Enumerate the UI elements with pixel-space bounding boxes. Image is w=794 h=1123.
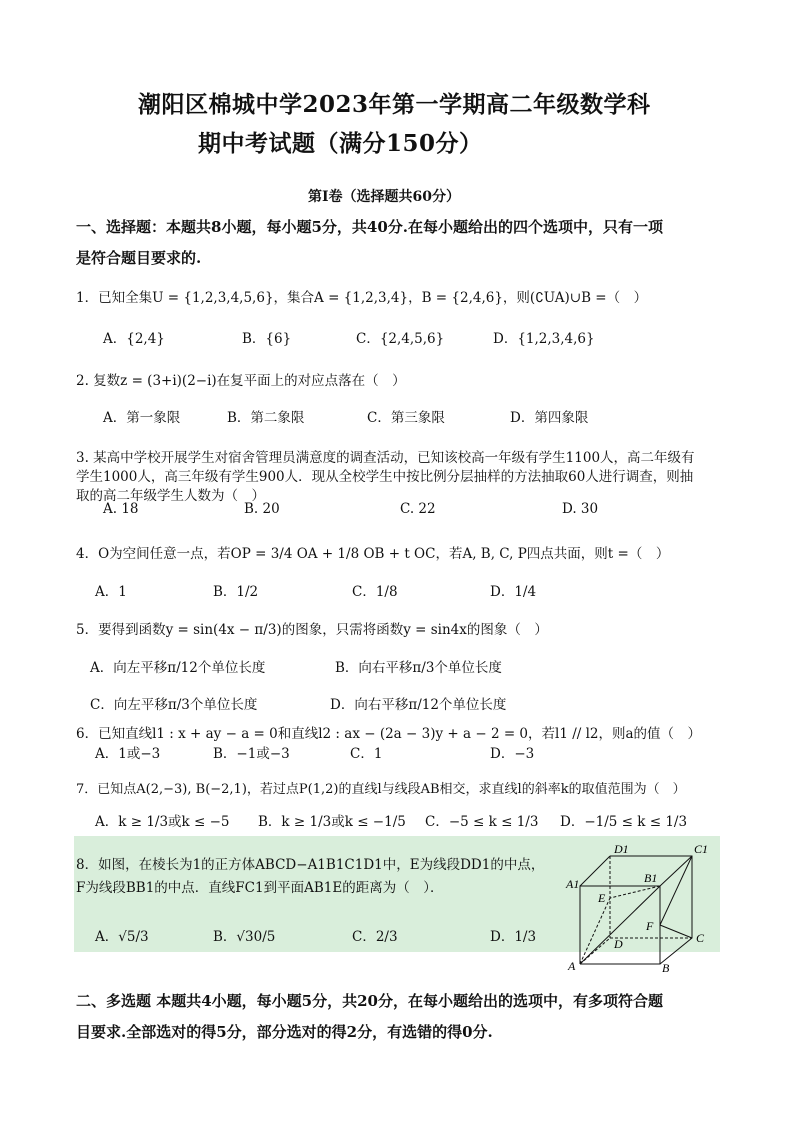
label-A: A xyxy=(568,959,576,973)
label-D1: D1 xyxy=(614,842,629,856)
q2-option-c: C．第三象限 xyxy=(367,410,445,426)
q1-option-c: C．{2,4,5,6} xyxy=(356,331,445,347)
question-8-stem-line1: 8．如图，在棱长为1的正方体ABCD−A1B1C1D1中，E为线段DD1的中点， xyxy=(76,857,545,873)
q8-option-d: D．1/3 xyxy=(490,929,537,945)
q3-option-c: C. 22 xyxy=(400,501,436,517)
q5-option-a: A．向左平移π/12个单位长度 xyxy=(90,660,266,676)
q1-option-a: A．{2,4} xyxy=(103,331,165,347)
q1-option-b: B．{6} xyxy=(242,331,292,347)
q5-option-d: D．向右平移π/12个单位长度 xyxy=(330,697,507,713)
q3-option-a: A. 18 xyxy=(103,501,139,517)
label-C1: C1 xyxy=(694,842,709,856)
q4-option-b: B．1/2 xyxy=(213,584,259,600)
question-3-stem-line1: 3. 某高中学校开展学生对宿舍管理员满意度的调查活动，已知该校高一年级有学生1100人，高二年级有 xyxy=(76,450,695,466)
q4-option-c: C．1/8 xyxy=(352,584,398,600)
q3-option-d: D. 30 xyxy=(562,501,599,517)
q6-option-c: C．1 xyxy=(350,746,383,762)
section2-heading-line2: 目要求.全部选对的得5分，部分选对的得2分，有选错的得0分. xyxy=(76,1023,493,1041)
question-2-stem: 2. 复数z = (3+i)(2−i)在复平面上的对应点落在（ ） xyxy=(76,373,406,389)
q4-option-d: D．1/4 xyxy=(490,584,537,600)
question-7-stem: 7．已知点A(2,−3), B(−2,1)，若过点P(1,2)的直线l与线段AB相交，求直线l的斜率k的取值范围为（ ） xyxy=(76,782,686,797)
q7-option-a: A．k ≥ 1/3或k ≤ −5 xyxy=(95,814,230,830)
q2-option-a: A．第一象限 xyxy=(103,410,181,426)
q8-option-b: B．√30/5 xyxy=(213,929,276,945)
question-3-stem-line2: 学生1000人，高三年级有学生900人．现从全校学生中按比例分层抽样的方法抽取60人进行调查，则抽 xyxy=(76,469,694,485)
label-F: F xyxy=(646,919,654,933)
cube-figure xyxy=(562,842,720,974)
section1-heading-line1: 一、选择题：本题共8小题，每小题5分，共40分.在每小题给出的四个选项中，只有一项 xyxy=(76,218,663,236)
part1-title: 第Ⅰ卷（选择题共60分） xyxy=(308,189,461,205)
q3-option-b: B. 20 xyxy=(244,501,280,517)
label-B1: B1 xyxy=(644,871,658,885)
section1-heading-line2: 是符合题目要求的. xyxy=(76,249,202,267)
question-8-stem-line2: F为线段BB1的中点．直线FC1到平面AB1E的距离为（ ）． xyxy=(76,880,444,896)
q7-option-d: D．−1/5 ≤ k ≤ 1/3 xyxy=(560,814,688,830)
q2-option-d: D．第四象限 xyxy=(510,410,589,426)
q1-option-d: D．{1,2,3,4,6} xyxy=(493,331,595,347)
q6-option-d: D．−3 xyxy=(490,746,535,762)
label-E: E xyxy=(598,891,606,905)
question-5-stem: 5．要得到函数y = sin(4x − π/3)的图象，只需将函数y = sin4x的图象（ ） xyxy=(76,622,548,638)
label-A1: A1 xyxy=(566,877,580,891)
label-B: B xyxy=(662,961,670,974)
question-4-stem: 4．O为空间任意一点，若OP = 3/4 OA + 1/8 OB + t OC，若A, B, C, P四点共面，则t =（ ） xyxy=(76,546,670,562)
q8-option-c: C．2/3 xyxy=(352,929,398,945)
question-1-stem: 1．已知全集U = {1,2,3,4,5,6}，集合A = {1,2,3,4}，B = {2,4,6}，则(∁UA)∪B =（ ） xyxy=(76,290,648,306)
label-C: C xyxy=(696,931,705,945)
q6-option-a: A．1或−3 xyxy=(95,746,161,762)
question-6-stem: 6．已知直线l1 : x + ay − a = 0和直线l2 : ax − (2a − 3)y + a − 2 = 0，若l1 // l2，则a的值（ ） xyxy=(76,726,702,742)
exam-title-line1: 潮阳区棉城中学2023年第一学期高二年级数学科 xyxy=(138,91,651,118)
exam-title-line2: 期中考试题（满分150分） xyxy=(198,130,483,157)
section2-heading-line1: 二、多选题 本题共4小题，每小题5分，共20分，在每小题给出的选项中，有多项符合题 xyxy=(76,992,663,1010)
q4-option-a: A．1 xyxy=(95,584,127,600)
q8-option-a: A．√5/3 xyxy=(95,929,149,945)
q7-option-b: B．k ≥ 1/3或k ≤ −1/5 xyxy=(258,814,406,830)
q5-option-b: B．向右平移π/3个单位长度 xyxy=(335,660,502,676)
label-D: D xyxy=(614,937,623,951)
q2-option-b: B．第二象限 xyxy=(227,410,305,426)
q7-option-c: C．−5 ≤ k ≤ 1/3 xyxy=(425,814,539,830)
q6-option-b: B．−1或−3 xyxy=(213,746,290,762)
q5-option-c: C．向左平移π/3个单位长度 xyxy=(90,697,258,713)
question-3-stem-line3: 取的高二年级学生人数为（ ） xyxy=(76,488,265,504)
